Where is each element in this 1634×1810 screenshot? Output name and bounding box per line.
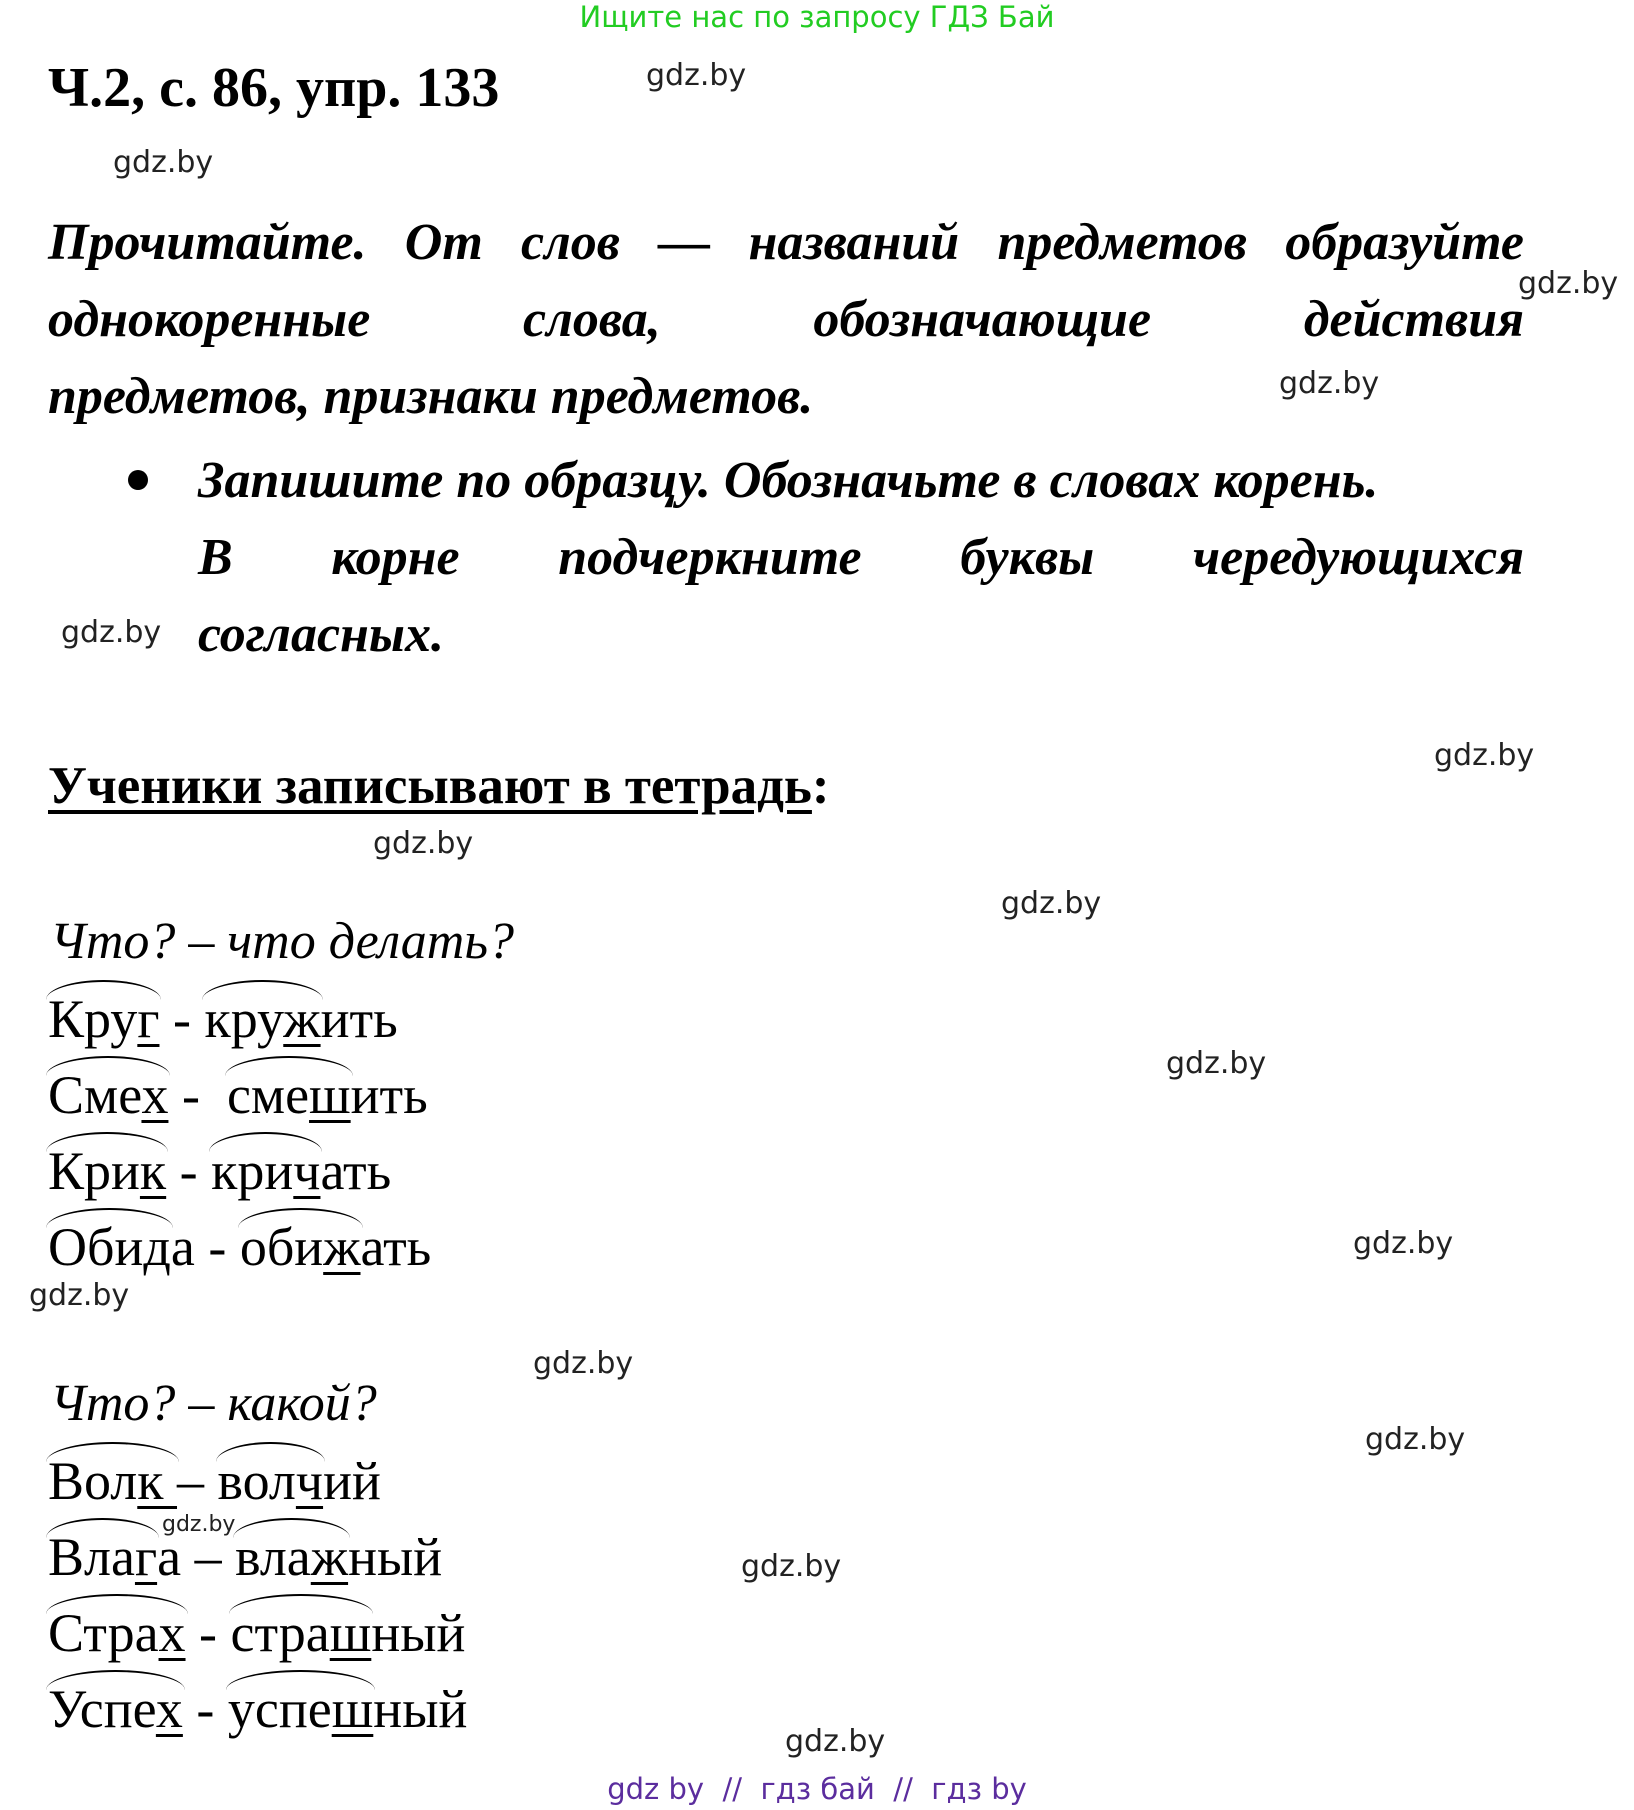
bullet-line-3: согласных. [198,606,445,663]
word-root-part: Стра [48,1603,159,1663]
watermark: gdz.by [61,615,162,650]
answer-heading-colon: : [811,757,830,815]
watermark: gdz.by [646,58,747,93]
watermark: gdz.by [1434,738,1535,773]
derived-word [231,1602,372,1664]
watermark: gdz.by [113,145,214,180]
alternating-letter: г [134,1527,158,1587]
word-ending: ить [320,989,398,1049]
dash-separator: - [168,1065,227,1125]
word-pair [48,1450,381,1520]
dash-separator: - [182,1679,228,1739]
word-pair [48,1064,428,1134]
alternating-letter: к [137,1451,178,1511]
alternating-letter: х [155,1679,183,1739]
alternating-letter: ж [323,1217,361,1277]
word-ending: ать [320,1141,392,1201]
word-ending: ный [348,1527,443,1587]
word-pair [48,1140,391,1210]
bullet-icon [128,470,148,490]
word-ending: а [170,1217,195,1277]
word-ending: ный [373,1679,468,1739]
word-pair [48,1216,431,1286]
root-word [48,1140,166,1202]
word-pair [48,1526,442,1596]
derived-word [227,1064,351,1126]
watermark: gdz.by [741,1549,842,1584]
task-word: чередующихся [1192,529,1524,586]
word-ending: ить [350,1065,428,1125]
word-root-part: Оби [48,1217,144,1277]
watermark: gdz.by [785,1724,886,1759]
task-line-2 [48,281,1524,358]
alternating-letter: ш [309,1065,351,1125]
word-root-part: стра [230,1603,330,1663]
word-pair [48,1678,467,1748]
root-word [48,1216,171,1278]
derived-word [235,1526,348,1588]
watermark: gdz.by [1353,1226,1454,1261]
word-ending: ать [360,1217,432,1277]
task-word: Прочитайте. [48,214,367,271]
word-root-part: успе [227,1679,332,1739]
watermark: gdz.by [1166,1046,1267,1081]
watermark: gdz.by [1518,266,1619,301]
task-word: слова, [523,291,661,348]
bullet-line-2 [198,519,1524,596]
dash-separator: - [166,1141,212,1201]
task-word: подчеркните [558,529,862,586]
root-word [48,988,159,1050]
word-ending: а [157,1527,182,1587]
word-root-part: сме [226,1065,310,1125]
alternating-letter: д [143,1217,171,1277]
root-word [48,1678,183,1740]
alternating-letter: ч [293,1141,321,1201]
task-word: названий [748,214,960,271]
word-pair [48,1602,465,1672]
section2-question: Что? – какой? [50,1375,377,1432]
bullet-line-1: Запишите по образцу. Обозначьте в словах корень. [198,452,1379,509]
watermark: gdz.by [373,826,474,861]
alternating-letter: х [141,1065,169,1125]
watermark: gdz.by [162,1512,236,1537]
watermark: gdz.by [1365,1422,1466,1457]
alternating-letter: г [137,989,160,1049]
word-root-part: Сме [48,1065,142,1125]
task-word: От [404,214,483,271]
task-line-1 [48,204,1524,281]
word-root-part: Вол [48,1451,138,1511]
task-word: действия [1303,291,1524,348]
word-ending: ий [323,1451,381,1511]
derived-word [240,1216,361,1278]
watermark: gdz.by [1001,886,1102,921]
word-ending: ный [371,1603,466,1663]
dash-separator: - [185,1603,231,1663]
task-word: В [198,529,233,586]
alternating-letter: ж [283,989,321,1049]
alternating-letter: к [139,1141,167,1201]
task-word: буквы [960,529,1095,586]
task-word: обозначающие [813,291,1152,348]
task-word: предметов [997,214,1247,271]
task-word: слов [521,214,620,271]
top-banner-link[interactable]: Ищите нас по запросу ГДЗ Бай [579,0,1055,34]
task-word: образуйте [1285,214,1524,271]
alternating-letter: ш [329,1603,372,1663]
bottom-banner-links[interactable]: gdz by // гдз бай // гдз by [607,1772,1027,1806]
watermark: gdz.by [29,1278,130,1313]
dash-separator: - [159,989,205,1049]
word-root-part: Кру [48,989,138,1049]
alternating-letter: х [158,1603,186,1663]
root-word [48,1450,177,1512]
task-word: — [658,214,711,271]
watermark: gdz.by [533,1346,634,1381]
answer-heading [48,756,830,816]
alternating-letter: ж [310,1527,349,1587]
root-word [48,1064,168,1126]
watermark: gdz.by [1279,366,1380,401]
word-root-part: оби [239,1217,324,1277]
answer-heading-text: Ученики записывают в тетрадь [48,757,812,815]
root-word [48,1602,186,1664]
word-pair [48,988,398,1058]
derived-word [218,1450,324,1512]
word-root-part: Вла [48,1527,135,1587]
root-word [48,1526,157,1588]
page-title: Ч.2, с. 86, упр. 133 [48,57,500,119]
alternating-letter: ш [331,1679,374,1739]
word-root-part: Успе [48,1679,156,1739]
dash-separator: - [194,1217,240,1277]
derived-word [228,1678,373,1740]
dash-separator: – [181,1527,236,1587]
alternating-letter: ч [295,1451,324,1511]
word-root-part: кру [204,989,284,1049]
derived-word [204,988,320,1050]
word-root-part: кри [211,1141,294,1201]
word-root-part: Кри [48,1141,140,1201]
task-word: однокоренные [48,291,371,348]
derived-word [211,1140,320,1202]
task-bullet [198,442,1524,673]
word-root-part: вол [217,1451,296,1511]
section1-question: Что? – что делать? [50,913,514,970]
dash-separator: – [177,1451,218,1511]
task-line-3: предметов, признаки предметов. [48,368,814,425]
word-root-part: вла [235,1527,311,1587]
task-word: корне [331,529,460,586]
